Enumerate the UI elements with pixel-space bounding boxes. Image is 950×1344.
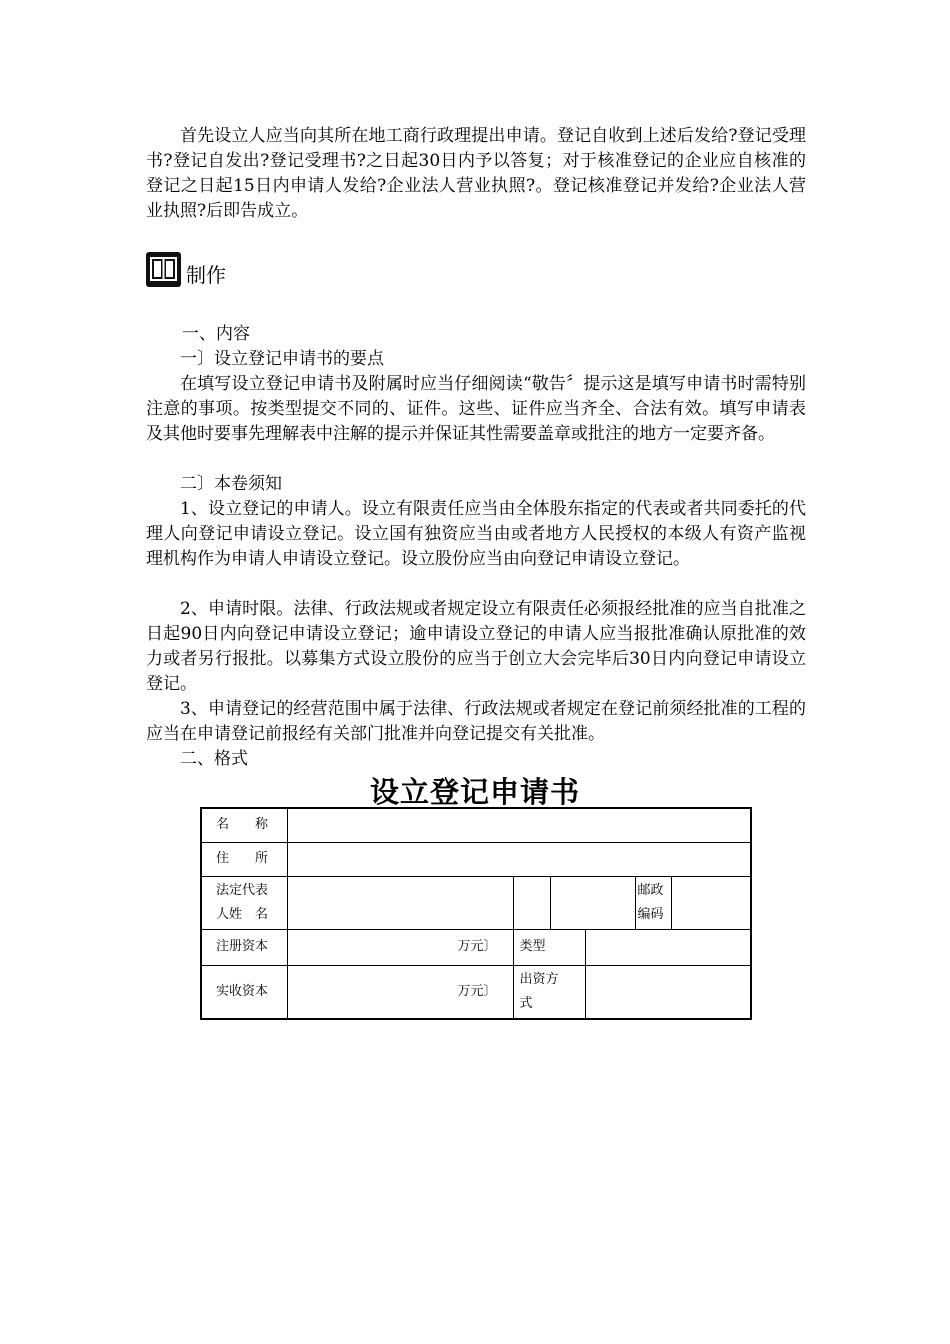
legal-rep-field[interactable] xyxy=(287,876,513,929)
investment-method-label-line-2: 式 xyxy=(519,995,533,1011)
subheading-key-points: 一〕设立登记申请书的要点 xyxy=(180,349,384,369)
name-field[interactable] xyxy=(287,808,751,842)
note-item-applicant: 1、设立登记的申请人。设立有限责任应当由全体股东指定的代表或者共同委托的代理人向登记申请设立登记。设立国有独资应当由或者地方人民授权的本级人有资产监视理机构作为申请人申请设立登记。设立股份应当由向登记申请设立登记。 xyxy=(146,499,806,569)
legal-rep-label-line-2: 人姓 名 xyxy=(216,906,269,922)
section-title: 制作 xyxy=(186,263,226,287)
section-heading xyxy=(146,247,226,287)
registration-form-table xyxy=(200,807,752,1020)
legal-rep-label-line-1: 法定代表 xyxy=(216,882,269,898)
investment-method-label-line-1: 出资方 xyxy=(519,971,559,987)
intro-paragraph: 首先设立人应当向其所在地工商行政理提出申请。登记自收到上述后发给?登记受理书?登记自发出?登记受理书?之日起30日内予以答复；对于核准登记的企业应自核准的登记之日起15日内申请人发给?企业法人营业执照?。登记核准登记并发给?企业法人营业执照?后即告成立。 xyxy=(146,126,806,221)
note-item-business-scope: 3、申请登记的经营范围中属于法律、行政法规或者规定在登记前须经批准的工程的应当在申请登记前报经有关部门批准并向登记提交有关批准。 xyxy=(146,699,806,744)
paid-capital-unit: 万元〕 xyxy=(457,983,497,999)
legal-rep-extra-cell-2[interactable] xyxy=(550,876,635,929)
legal-rep-extra-cell[interactable] xyxy=(513,876,550,929)
legal-rep-label xyxy=(201,876,287,929)
paragraph-key-points: 在填写设立登记申请书及附属时应当仔细阅读“敬告〞提示这是填写申请书时需特别注意的事项。按类型提交不同的、证件。这些、证件应当齐全、合法有效。填写申请表及其他时要事先理解表中注解的提示并保证其性需要盖章或批注的地方一定要齐备。 xyxy=(146,374,806,444)
registered-capital-unit: 万元〕 xyxy=(457,939,497,954)
subheading-notes: 二〕本卷须知 xyxy=(180,474,282,494)
postal-code-field[interactable] xyxy=(671,876,751,929)
paid-capital-label: 实收资本 xyxy=(201,965,287,1019)
note-item-time-limit: 2、申请时限。法律、行政法规或者规定设立有限责任必须报经批准的应当自批准之日起90日内向登记申请设立登记；逾申请设立登记的申请人应当报批准确认原批准的效力或者另行报批。以募集方式设立股份的应当于创立大会完毕后30日内向登记申请设立登记。 xyxy=(146,599,806,694)
postal-label-line-2: 编码 xyxy=(637,906,664,922)
registered-capital-field[interactable] xyxy=(287,929,513,965)
type-field[interactable] xyxy=(585,929,751,965)
address-label: 住 所 xyxy=(201,842,287,876)
address-field[interactable] xyxy=(287,842,751,876)
name-label: 名 称 xyxy=(201,808,287,842)
heading-content: 一、内容 xyxy=(182,324,250,344)
registered-capital-label: 注册资本 xyxy=(201,929,287,965)
type-label: 类型 xyxy=(513,929,585,965)
paid-capital-field[interactable] xyxy=(287,965,513,1019)
heading-format: 二、格式 xyxy=(180,749,248,769)
form-title: 设立登记申请书 xyxy=(369,775,580,809)
investment-method-field[interactable] xyxy=(585,965,751,1019)
postal-label xyxy=(635,876,671,929)
investment-method-label xyxy=(513,965,585,1019)
postal-label-line-1: 邮政 xyxy=(637,882,664,898)
book-icon xyxy=(146,252,181,287)
